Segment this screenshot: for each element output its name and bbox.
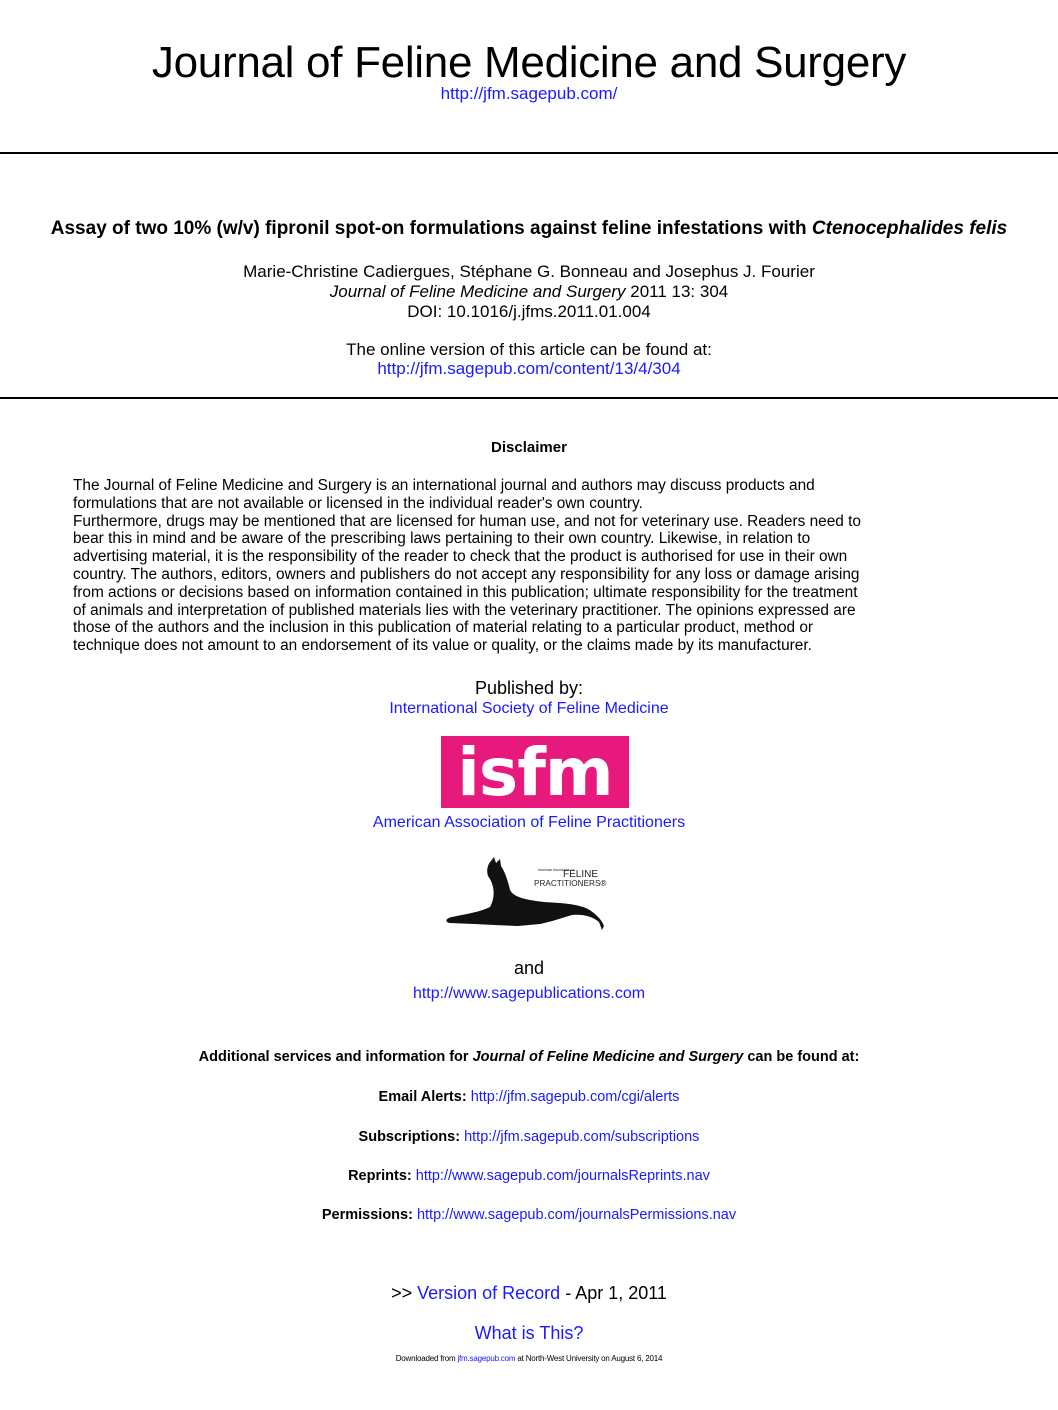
disclaimer-line: bear this in mind and be aware of the prescribing laws pertaining to their own country. Likewise, in relation to <box>73 530 811 548</box>
disclaimer-line: from actions or decisions based on information contained in this publication; ultimate responsibility for the treatment <box>73 583 858 601</box>
aafp-logo-small: American Association of <box>538 868 575 872</box>
version-of-record-link[interactable]: Version of Record <box>417 1283 561 1303</box>
disclaimer-line: of animals and interpretation of published materials lies with the veterinary practitioner. The opinions expressed are <box>73 601 856 619</box>
published-by-label: Published by: <box>474 678 584 698</box>
reprints-row <box>0 1167 1058 1185</box>
article-title <box>10 218 1048 240</box>
subscriptions-row <box>0 1128 1058 1146</box>
download-suffix: at North-West University on August 6, 2014 <box>515 1354 663 1363</box>
what-is-this-link[interactable]: What is This? <box>474 1323 584 1343</box>
cat-silhouette-icon <box>446 857 607 930</box>
sage-publications-link[interactable]: http://www.sagepublications.com <box>412 985 646 1002</box>
aafp-logo-practitioners: PRACTITIONERS® <box>534 879 607 888</box>
header-divider <box>0 152 1058 154</box>
disclaimer-line: The Journal of Feline Medicine and Surgery is an international journal and authors may discuss products and <box>73 477 815 494</box>
version-prefix: >> <box>391 1283 418 1303</box>
isfm-link[interactable]: International Society of Feline Medicine <box>389 700 669 717</box>
services-intro-journal: Journal of Feline Medicine and Surgery <box>472 1049 744 1065</box>
reprints-link[interactable]: http://www.sagepub.com/journalsReprints.nav <box>415 1168 710 1184</box>
permissions-link[interactable]: http://www.sagepub.com/journalsPermissions.nav <box>416 1207 737 1223</box>
isfm-logo-text: isfm <box>457 734 613 811</box>
citation-journal: Journal of Feline Medicine and Surgery <box>329 282 626 301</box>
article-citation <box>0 282 1058 302</box>
journal-url-link[interactable]: http://jfm.sagepub.com/ <box>440 84 618 103</box>
reprints-label: Reprints: <box>348 1168 412 1184</box>
aafp-cat-logo[interactable] <box>444 856 616 936</box>
disclaimer-line: those of the authors and the inclusion in this publication of material relating to a particular product, method or <box>73 619 814 637</box>
download-source-link[interactable]: jfm.sagepub.com <box>457 1354 516 1363</box>
journal-title: Journal of Feline Medicine and Surgery <box>151 38 907 87</box>
article-doi: DOI: 10.1016/j.jfms.2011.01.004 <box>407 302 651 321</box>
article-title-species: Ctenocephalides felis <box>811 218 1008 239</box>
disclaimer-line: advertising material, it is the responsibility of the reader to check that the product is authorised for use in their own <box>73 548 848 566</box>
subscriptions-link[interactable]: http://jfm.sagepub.com/subscriptions <box>464 1129 700 1145</box>
version-of-record-row <box>0 1282 1058 1304</box>
online-version-text: The online version of this article can be found at: <box>346 340 712 359</box>
disclaimer-line: technique does not amount to an endorsement of its value or quality, or the claims made by its manufacturer. <box>73 637 812 655</box>
disclaimer-body <box>73 477 993 655</box>
disclaimer-line: country. The authors, editors, owners and publishers do not accept any responsibility for any loss or damage arising <box>73 565 860 583</box>
version-date: - Apr 1, 2011 <box>560 1283 667 1303</box>
and-text: and <box>513 958 545 978</box>
aafp-link[interactable]: American Association of Feline Practitioners <box>372 814 686 831</box>
article-title-main: Assay of two 10% (w/v) fipronil spot-on formulations against feline infestations with <box>50 218 812 239</box>
citation-volume: 2011 13: 304 <box>625 282 729 301</box>
email-alerts-link[interactable]: http://jfm.sagepub.com/cgi/alerts <box>470 1089 680 1105</box>
subscriptions-label: Subscriptions: <box>358 1129 461 1145</box>
download-notice <box>0 1354 1058 1364</box>
email-alerts-row <box>0 1088 1058 1106</box>
permissions-label: Permissions: <box>321 1207 413 1223</box>
disclaimer-heading: Disclaimer <box>491 439 567 456</box>
disclaimer-line: formulations that are not available or licensed in the individual reader's own country. <box>73 494 643 512</box>
services-intro-suffix: can be found at: <box>743 1049 860 1065</box>
services-intro-prefix: Additional services and information for <box>198 1049 473 1065</box>
permissions-row <box>0 1206 1058 1224</box>
email-alerts-label: Email Alerts: <box>378 1089 467 1105</box>
download-prefix: Downloaded from <box>395 1354 458 1363</box>
disclaimer-line: Furthermore, drugs may be mentioned that are licensed for human use, and not for veterinary use. Readers need to <box>73 512 861 530</box>
online-version-link[interactable]: http://jfm.sagepub.com/content/13/4/304 <box>377 359 681 378</box>
article-authors: Marie-Christine Cadiergues, Stéphane G. Bonneau and Josephus J. Fourier <box>243 262 815 281</box>
additional-services-heading <box>0 1048 1058 1066</box>
section-divider <box>0 397 1058 399</box>
aafp-logo-feline: FELINE <box>563 869 599 880</box>
isfm-logo[interactable] <box>441 734 629 811</box>
